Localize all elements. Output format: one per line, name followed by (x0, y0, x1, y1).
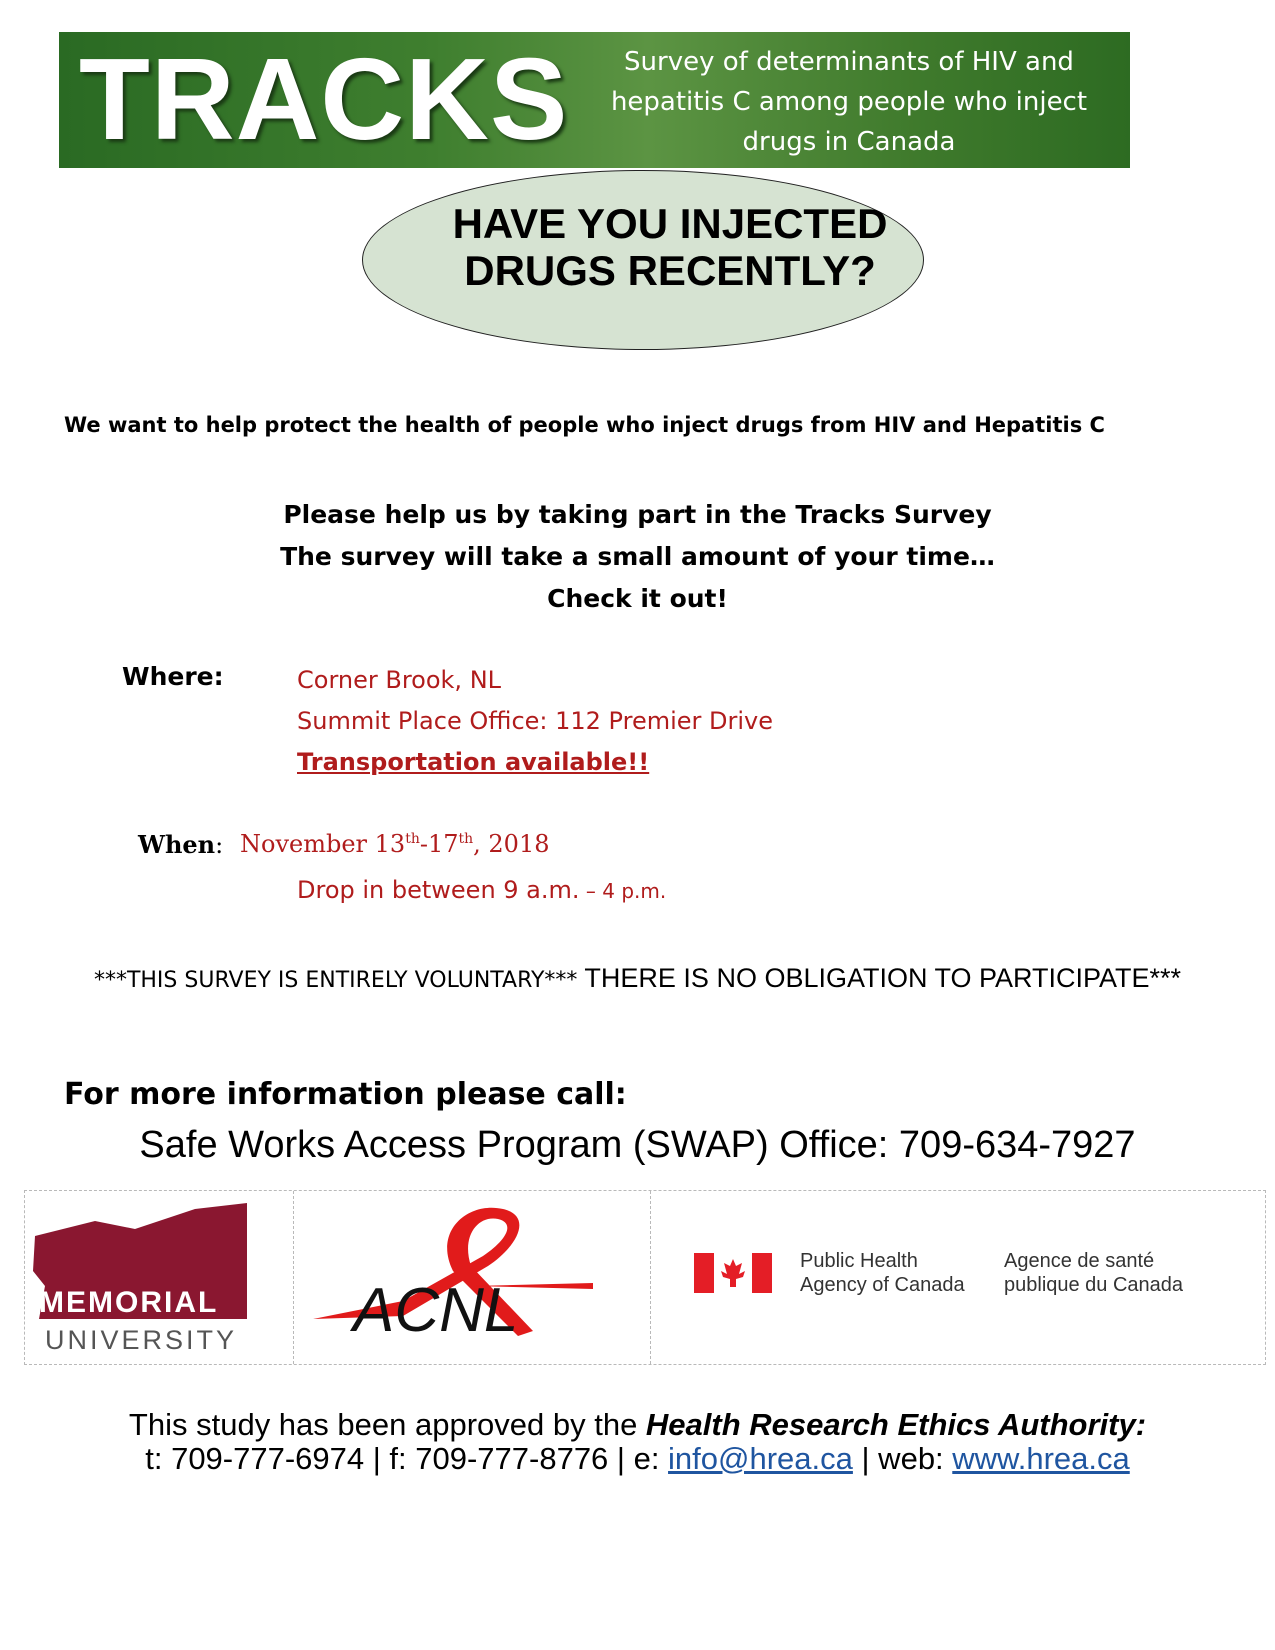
banner-subtitle-line: Survey of determinants of HIV and (624, 47, 1074, 77)
phac-fr-2: publique du Canada (1004, 1274, 1184, 1296)
header-banner (59, 32, 1130, 168)
web-label: | web: (852, 1441, 953, 1476)
voluntary-part-1: ***THIS SURVEY IS ENTIRELY VOLUNTARY*** (93, 968, 578, 993)
partner-logos (24, 1190, 1266, 1365)
where-details (297, 660, 773, 783)
voluntary-notice (60, 962, 1215, 997)
mun-word-1: MEMORIAL (39, 1286, 219, 1319)
acnl-logo (293, 1191, 651, 1364)
phac-en-2: Agency of Canada (800, 1274, 965, 1296)
phac-logo (650, 1191, 1265, 1364)
where-label: Where: (122, 662, 224, 691)
canada-flag-icon (650, 1191, 1265, 1364)
banner-subtitle-line: drugs in Canada (742, 127, 956, 157)
when-colon: : (215, 831, 224, 859)
date-start-suffix: th (405, 831, 420, 847)
call-to-action (0, 494, 1275, 620)
banner-subtitle-line: hepatitis C among people who inject (610, 87, 1088, 117)
when-time (297, 876, 666, 904)
date-end-suffix: th (458, 831, 474, 847)
cta-line-3: Check it out! (547, 584, 728, 613)
red-ribbon-icon (293, 1191, 650, 1364)
banner-subtitle (579, 42, 1119, 162)
date-year: , 2018 (473, 830, 550, 858)
when-label-text: When (138, 830, 216, 859)
where-city: Corner Brook, NL (297, 666, 502, 694)
acnl-text: ACNL (353, 1276, 519, 1345)
time-end: – 4 p.m. (579, 879, 667, 903)
when-date (240, 830, 550, 858)
memorial-university-icon (25, 1191, 293, 1364)
approval-text: This study has been approved by the (128, 1407, 646, 1442)
phac-en-1: Public Health (800, 1250, 918, 1272)
phone-fax: t: 709-777-6974 | f: 709-777-8776 | e: (145, 1441, 669, 1476)
swap-contact: Safe Works Access Program (SWAP) Office: 709-634-7927 (139, 1124, 1136, 1166)
headline-line-2: DRUGS RECENTLY? (464, 247, 876, 294)
contact-heading: For more information please call: (64, 1077, 627, 1112)
approval-line (0, 1408, 1275, 1442)
headline (410, 200, 930, 294)
when-label (138, 830, 223, 859)
banner-title: TRACKS (79, 34, 569, 164)
transportation-note: Transportation available!! (297, 748, 650, 776)
memorial-university-logo (25, 1191, 294, 1364)
cta-line-2: The survey will take a small amount of your time… (280, 542, 995, 571)
intro-text: We want to help protect the health of people who inject drugs from HIV and Hepatitis C (64, 413, 1105, 437)
mun-word-2: UNIVERSITY (45, 1325, 238, 1355)
where-address: Summit Place Office: 112 Premier Drive (297, 707, 774, 735)
ethics-footer (0, 1408, 1275, 1476)
website-link[interactable]: www.hrea.ca (952, 1441, 1130, 1476)
time-start: Drop in between 9 a.m. (297, 876, 580, 904)
voluntary-part-2: THERE IS NO OBLIGATION TO PARTICIPATE*** (577, 963, 1182, 993)
headline-line-1: HAVE YOU INJECTED (452, 200, 888, 247)
date-start: November 13 (240, 830, 406, 858)
date-end: -17 (419, 830, 459, 858)
phac-fr-1: Agence de santé (1004, 1250, 1155, 1272)
authority-name: Health Research Ethics Authority: (645, 1407, 1147, 1442)
email-link[interactable]: info@hrea.ca (668, 1441, 853, 1476)
contact-line (0, 1442, 1275, 1476)
cta-line-1: Please help us by taking part in the Tracks Survey (283, 500, 992, 529)
